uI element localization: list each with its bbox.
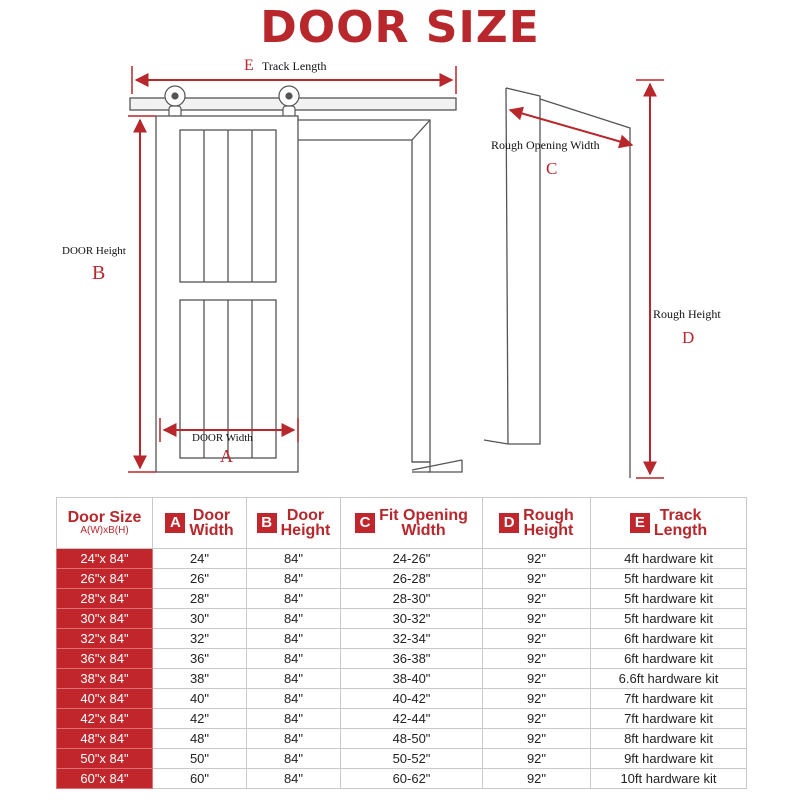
rough-opening-letter: C <box>546 159 558 178</box>
letter-badge: C <box>355 513 375 533</box>
door-size-cell: 24"x 84" <box>57 549 153 569</box>
door-height-dimension <box>128 116 156 472</box>
table-cell: 84" <box>247 749 341 769</box>
header-rough-height <box>483 498 591 549</box>
table-cell: 84" <box>247 609 341 629</box>
door-size-cell: 32"x 84" <box>57 629 153 649</box>
rough-height-dimension <box>636 80 664 478</box>
table-cell: 48" <box>153 729 247 749</box>
door-size-cell: 48"x 84" <box>57 729 153 749</box>
letter-badge: E <box>630 513 650 533</box>
table-cell: 40-42" <box>341 689 483 709</box>
table-cell: 10ft hardware kit <box>591 769 747 789</box>
header-line: Height <box>280 522 331 539</box>
table-cell: 42" <box>153 709 247 729</box>
door-size-cell: 50"x 84" <box>57 749 153 769</box>
table-cell: 6.6ft hardware kit <box>591 669 747 689</box>
table-cell: 84" <box>247 549 341 569</box>
door-size-table <box>56 497 747 789</box>
table-row <box>57 629 747 649</box>
header-line: Height <box>523 522 574 539</box>
table-cell: 84" <box>247 569 341 589</box>
header-line: Door <box>192 507 231 524</box>
table-cell: 92" <box>483 689 591 709</box>
table-cell: 32" <box>153 629 247 649</box>
header-line: Length <box>653 522 708 539</box>
table-cell: 42-44" <box>341 709 483 729</box>
header-door-size-label: Door Size <box>67 508 142 526</box>
door-height-letter: B <box>92 262 106 284</box>
table-cell: 32-34" <box>341 629 483 649</box>
table-cell: 8ft hardware kit <box>591 729 747 749</box>
table-cell: 60" <box>153 769 247 789</box>
door-opening-frame <box>296 120 462 472</box>
table-row <box>57 749 747 769</box>
table-cell: 84" <box>247 589 341 609</box>
table-row <box>57 729 747 749</box>
door-size-cell: 42"x 84" <box>57 709 153 729</box>
table-cell: 84" <box>247 649 341 669</box>
door-size-cell: 30"x 84" <box>57 609 153 629</box>
table-cell: 92" <box>483 669 591 689</box>
table-cell: 84" <box>247 729 341 749</box>
table-cell: 26" <box>153 569 247 589</box>
table-cell: 84" <box>247 629 341 649</box>
table-cell: 9ft hardware kit <box>591 749 747 769</box>
table-cell: 26-28" <box>341 569 483 589</box>
rough-height-letter: D <box>682 328 695 347</box>
table-cell: 84" <box>247 709 341 729</box>
table-cell: 5ft hardware kit <box>591 569 747 589</box>
table-cell: 84" <box>247 669 341 689</box>
letter-badge: B <box>257 513 277 533</box>
table-cell: 60-62" <box>341 769 483 789</box>
table-cell: 28-30" <box>341 589 483 609</box>
rough-opening-label: Rough Opening Width <box>491 138 600 152</box>
track-letter: E <box>244 57 254 74</box>
table-cell: 92" <box>483 709 591 729</box>
table-cell: 92" <box>483 729 591 749</box>
table-cell: 30-32" <box>341 609 483 629</box>
header-line: Width <box>401 522 446 539</box>
barn-door <box>156 116 298 472</box>
header-door-width <box>153 498 247 549</box>
table-row <box>57 669 747 689</box>
table-cell: 4ft hardware kit <box>591 549 747 569</box>
table-row <box>57 549 747 569</box>
table-cell: 36" <box>153 649 247 669</box>
table-cell: 24-26" <box>341 549 483 569</box>
door-size-cell: 26"x 84" <box>57 569 153 589</box>
table-cell: 5ft hardware kit <box>591 609 747 629</box>
door-height-label: DOOR Height <box>62 245 126 257</box>
table-header-row <box>57 498 747 549</box>
table-cell: 50" <box>153 749 247 769</box>
header-line: Door <box>286 507 325 524</box>
table-cell: 92" <box>483 569 591 589</box>
table-cell: 30" <box>153 609 247 629</box>
table-cell: 92" <box>483 609 591 629</box>
header-door-height <box>247 498 341 549</box>
door-size-cell: 36"x 84" <box>57 649 153 669</box>
table-cell: 92" <box>483 589 591 609</box>
table-row <box>57 709 747 729</box>
table-cell: 92" <box>483 649 591 669</box>
letter-badge: A <box>165 513 185 533</box>
table-cell: 50-52" <box>341 749 483 769</box>
table-cell: 6ft hardware kit <box>591 649 747 669</box>
door-width-letter: A <box>220 446 233 466</box>
header-door-size <box>57 498 153 549</box>
table-body <box>57 549 747 789</box>
table-cell: 48-50" <box>341 729 483 749</box>
table-cell: 40" <box>153 689 247 709</box>
header-line: Fit Opening <box>379 507 468 524</box>
table-cell: 36-38" <box>341 649 483 669</box>
table-cell: 7ft hardware kit <box>591 689 747 709</box>
table-cell: 84" <box>247 769 341 789</box>
header-line: Track <box>659 507 702 524</box>
table-cell: 38-40" <box>341 669 483 689</box>
table-row <box>57 769 747 789</box>
table-cell: 7ft hardware kit <box>591 709 747 729</box>
table-row <box>57 589 747 609</box>
table-row <box>57 689 747 709</box>
header-track-length <box>591 498 747 549</box>
track-length-label: Track Length <box>262 59 327 73</box>
table-cell: 6ft hardware kit <box>591 629 747 649</box>
table-row <box>57 649 747 669</box>
table-cell: 24" <box>153 549 247 569</box>
table-row <box>57 609 747 629</box>
page-title: DOOR SIZE <box>260 2 540 53</box>
table-cell: 84" <box>247 689 341 709</box>
door-size-cell: 28"x 84" <box>57 589 153 609</box>
door-width-label: DOOR Width <box>192 432 253 444</box>
table-cell: 5ft hardware kit <box>591 589 747 609</box>
door-size-cell: 40"x 84" <box>57 689 153 709</box>
table-row <box>57 569 747 589</box>
door-size-cell: 60"x 84" <box>57 769 153 789</box>
rough-height-label: Rough Height <box>653 307 721 321</box>
header-line: Width <box>189 522 234 539</box>
table-cell: 28" <box>153 589 247 609</box>
header-door-size-sub: A(W)xB(H) <box>80 524 129 536</box>
table-cell: 92" <box>483 749 591 769</box>
letter-badge: D <box>499 513 519 533</box>
header-fit-opening-width <box>341 498 483 549</box>
table-cell: 92" <box>483 629 591 649</box>
header-line: Rough <box>523 507 574 524</box>
door-size-cell: 38"x 84" <box>57 669 153 689</box>
table-cell: 92" <box>483 549 591 569</box>
table-cell: 92" <box>483 769 591 789</box>
table-cell: 38" <box>153 669 247 689</box>
